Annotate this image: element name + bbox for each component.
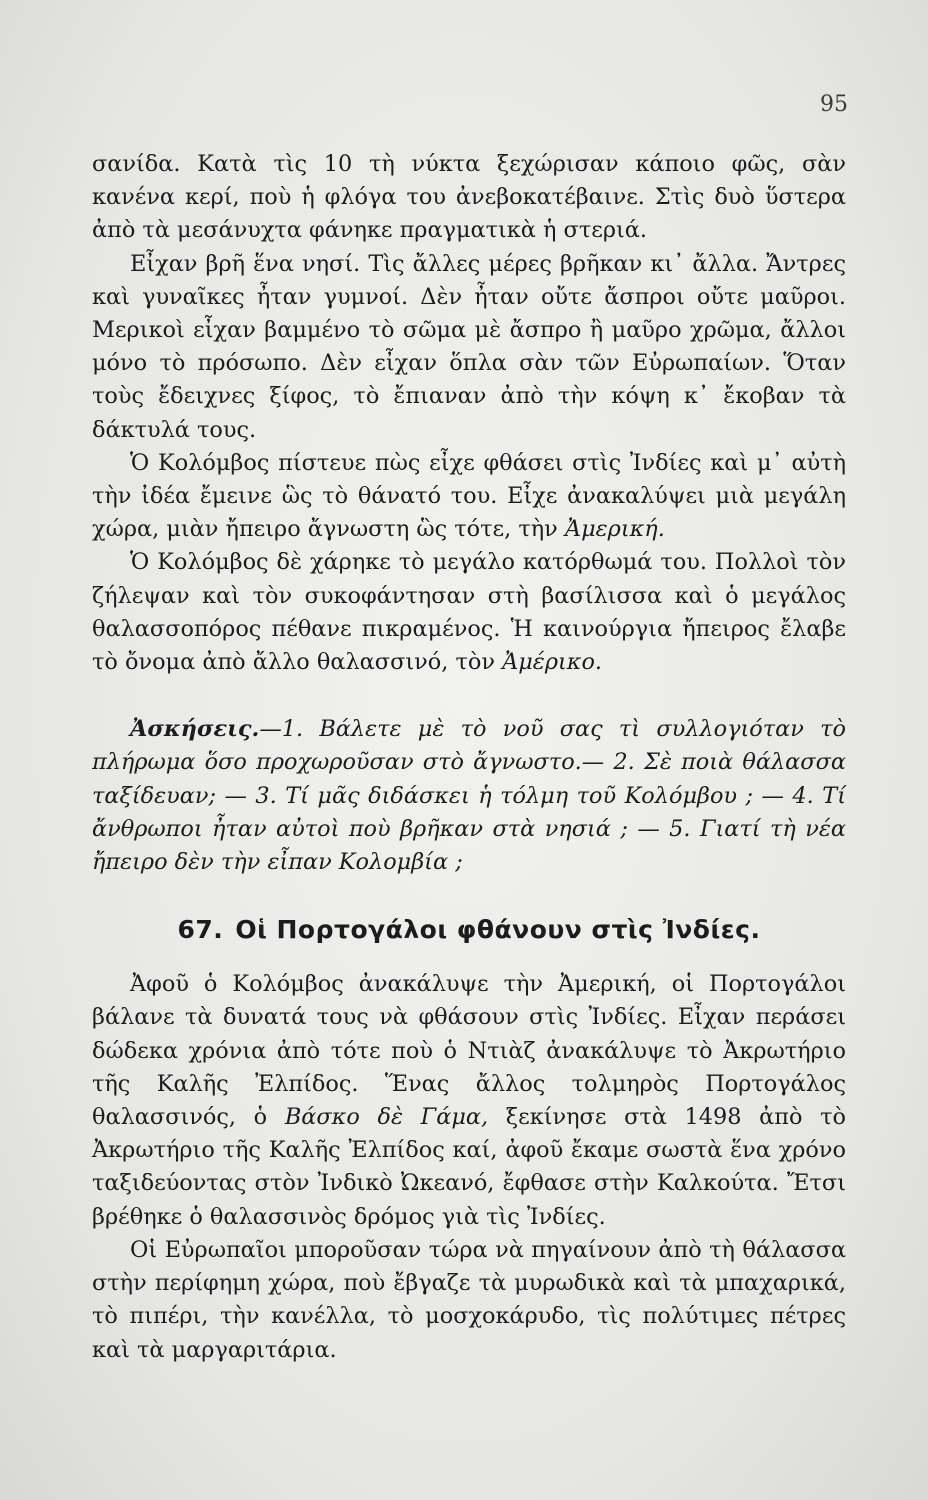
paragraph [92,546,846,679]
paragraph-text: Ὁ Κολόμβος δὲ χάρηκε τὸ μεγάλο κατόρθωμά του. Πολλοὶ τὸν ζήλεψαν καὶ τὸν συκοφάντησαν στὴ βασίλισσα καὶ ὁ μεγάλος θαλασσοπόρος πέθανε πικραμένος. Ἡ καινούργια ἤπειρος ἔλαβε τὸ ὄνομα ἀπὸ ἄλλο θαλασσινό, τὸν [92,549,846,676]
paragraph [92,968,846,1234]
exercises-block [92,713,846,879]
exercises-paragraph [92,713,846,879]
paragraph-text: Ἀφοῦ ὁ Κολόμβος ἀνακάλυψε τὴν Ἀμερική, οἱ Πορτογάλοι βάλανε τὰ δυνατά τους νὰ φθάσουν στὶς Ἰνδίες. Εἶχαν περάσει δώδεκα χρόνια ἀπὸ τότε ποὺ ὁ Ντιὰζ ἀνακάλυψε τὸ Ἀκρωτήριο τῆς Καλῆς Ἐλπίδος. Ἕνας ἄλλος τολμηρὸς Πορτογάλος θαλασσινός, ὁ [92,971,846,1131]
italic-term: Ἀμερική. [564,516,665,543]
main-text [92,148,846,679]
paragraph: Εἶχαν βρῆ ἕνα νησί. Τὶς ἄλλες μέρες βρῆκαν κι᾽ ἄλλα. Ἄντρες καὶ γυναῖκες ἦταν γυμνοί. Δὲν ἦταν οὔτε ἄσπροι οὔτε μαῦροι. Μερικοὶ εἶχαν βαμμένο τὸ σῶμα μὲ ἄσπρο ἢ μαῦρο χρῶμα, ἄλλοι μόνο τὸ πρόσωπο. Δὲν εἶχαν ὅπλα σὰν τῶν Εὐρωπαίων. Ὅταν τοὺς ἔδειχνες ξίφος, τὸ ἔπιαναν ἀπὸ τὴν κόψη κ᾽ ἔκοβαν τὰ δάκτυλά τους. [92,250,846,443]
paragraph [92,447,846,547]
paragraph-text: Ὁ Κολόμβος πίστευε πὼς εἶχε φθάσει στὶς Ἰνδίες καὶ μ᾽ αὐτὴ τὴν ἰδέα ἔμεινε ὣς τὸ θάνατό του. Εἶχε ἀνακαλύψει μιὰ μεγάλη χώρα, μιὰν ἤπειρο ἄγνωστη ὣς τότε, τὴν [92,449,846,543]
exercises-text: —1. Βάλετε μὲ τὸ νοῦ σας τὶ συλλογιόταν τὸ πλήρωμα ὅσο προχωροῦσαν στὸ ἄγνωστο.— 2. Σὲ ποιὰ θάλασσα ταξίδευαν; — 3. Τί μᾶς διδάσκει ἡ τόλμη τοῦ Κολόμβου ; — 4. Τί ἄνθρωποι ἦταν αὐτοὶ ποὺ βρῆκαν στὰ νησιά ; — 5. Γιατί τὴ νέα ἤπειρο δὲν τὴν εἶπαν Κολομβία ; [92,716,846,876]
paragraph: σανίδα. Κατὰ τὶς 10 τὴ νύκτα ξεχώρισαν κάποιο φῶς, σὰν κανένα κερί, ποὺ ἡ φλόγα του ἀνεβοκατέβαινε. Στὶς δυὸ ὕστερα ἀπὸ τὰ μεσάνυχτα φάνηκε πραγματικὰ ἡ στεριά. [92,151,846,244]
italic-name: Βάσκο δὲ Γάμα, [284,1104,489,1131]
exercises-label: Ἀσκήσεις. [130,716,260,743]
page-number: 95 [820,92,848,117]
paragraph-text: ξεκίνησε στὰ 1498 ἀπὸ τὸ Ἀκρωτήριο τῆς Καλῆς Ἐλπίδος καί, ἀφοῦ ἔκαμε σωστὰ ἕνα χρόνο ταξιδεύοντας στὸν Ἰνδικὸ Ὠκεανό, ἔφθασε στὴν Καλκούτα. Ἔτσι βρέθηκε ὁ θαλασσινὸς δρόμος γιὰ τὶς Ἰνδίες. [92,1104,847,1230]
italic-term: Ἀμέρικο. [502,649,603,676]
paragraph: Οἱ Εὐρωπαῖοι μποροῦσαν τώρα νὰ πηγαίνουν ἀπὸ τὴ θάλασσα στὴν περίφημη χώρα, ποὺ ἔβγαζε τὰ μυρωδικὰ καὶ τὰ μπαχαρικά, τὸ πιπέρι, τὴν κανέλλα, τὸ μοσχοκάρυδο, τὶς πολύτιμες πέτρες καὶ τὰ μαργαριτάρια. [92,1236,846,1363]
chapter-heading [92,915,846,944]
chapter-text [92,968,846,1366]
chapter-number: 67. [177,915,224,945]
chapter-title: Οἱ Πορτογάλοι φθάνουν στὶς Ἰνδίες. [235,915,761,945]
